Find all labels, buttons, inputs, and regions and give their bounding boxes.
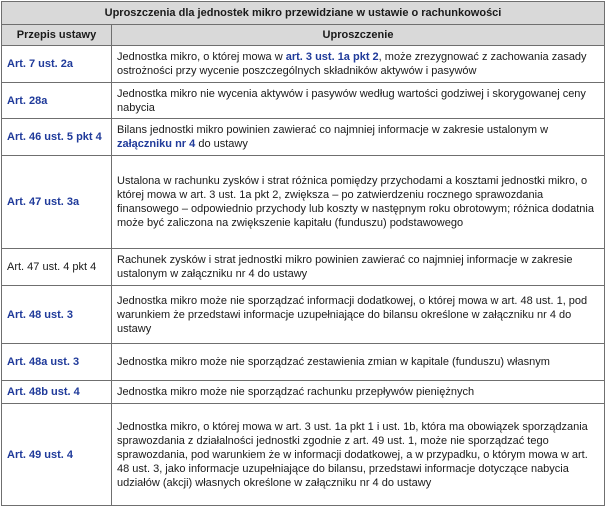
text-part: Jednostka mikro może nie sporządzać rachunku przepływów pieniężnych xyxy=(117,386,475,398)
annex-link[interactable]: załączniku nr 4 xyxy=(117,138,196,150)
simplification-text xyxy=(112,46,605,83)
text-part: Ustalona w rachunku zysków i strat różnica pomiędzy przychodami a kosztami jednostki mikro, o której mowa w art. 3 ust. 1a pkt 2, zwiększa – po zatwierdzeniu rocznego sprawozdania finansowego – odpowiednio przychody lub koszty w następnym roku obrotowym; różnica dodatnia może być zaliczona na zwiększenie kapitału (funduszu) podstawowego xyxy=(117,175,594,229)
article-link[interactable]: art. 3 ust. 1a pkt 2 xyxy=(285,51,379,63)
text-part: Rachunek zysków i strat jednostki mikro powinien zawierać co najmniej informacje w zakresie ustalonym w załączniku nr 4 do ustawy xyxy=(117,254,573,280)
simplification-text xyxy=(112,119,605,156)
table-row xyxy=(2,249,605,286)
text-part: Jednostka mikro, o której mowa w art. 3 ust. 1a pkt 1 i ust. 1b, która ma obowiązek sporządzania sprawozdania z działalności jednostki zgodnie z art. 49 ust. 1, może nie sporządzać tego sprawozdania, pod warunkiem że w informacji dodatkowej, a w przypadku, o którym mowa w art. 48 ust. 3, jako informacje uzupełniające do bilansu, przedstawi informacje dotyczące nabycia udziałów (akcji) własnych określone w załączniku nr 4 do ustawy xyxy=(117,420,588,489)
simplifications-table xyxy=(1,1,605,506)
simplification-text xyxy=(112,286,605,344)
provision-link[interactable]: Art. 48a ust. 3 xyxy=(2,344,112,381)
provision-link[interactable]: Art. 28a xyxy=(2,83,112,119)
simplification-text xyxy=(112,156,605,249)
table-row xyxy=(2,344,605,381)
table-row xyxy=(2,46,605,83)
table-title: Uproszczenia dla jednostek mikro przewidziane w ustawie o rachunkowości xyxy=(2,2,605,25)
provision-link[interactable]: Art. 47 ust. 3a xyxy=(2,156,112,249)
table-row xyxy=(2,156,605,249)
provision-link[interactable]: Art. 48 ust. 3 xyxy=(2,286,112,344)
provision-link[interactable]: Art. 48b ust. 4 xyxy=(2,381,112,404)
table-header-row xyxy=(2,25,605,46)
simplifications-table-container xyxy=(1,1,605,506)
text-part: Jednostka mikro, o której mowa w xyxy=(117,51,286,63)
text-part: Bilans jednostki mikro powinien zawierać co najmniej informacje w zakresie ustalonym w xyxy=(117,124,549,136)
provision-link[interactable]: Art. 7 ust. 2a xyxy=(2,46,112,83)
table-title-row xyxy=(2,2,605,25)
text-part: , może zrezygnować z zachowania zasady ostrożności przy wycenie poszczególnych składników aktywów i pasywów xyxy=(117,51,587,77)
table-row xyxy=(2,404,605,506)
table-row xyxy=(2,83,605,119)
table-row xyxy=(2,286,605,344)
table-row xyxy=(2,381,605,404)
text-part: Jednostka mikro nie wycenia aktywów i pasywów według wartości godziwej i skorygowanej ceny nabycia xyxy=(117,87,586,114)
text-part: Jednostka mikro może nie sporządzać zestawienia zmian w kapitale (funduszu) własnym xyxy=(117,356,550,368)
provision-label: Art. 47 ust. 4 pkt 4 xyxy=(2,249,112,286)
simplification-text xyxy=(112,381,605,404)
column-header-provision: Przepis ustawy xyxy=(2,25,112,46)
simplification-text xyxy=(112,344,605,381)
simplification-text xyxy=(112,249,605,286)
text-part: Jednostka mikro może nie sporządzać informacji dodatkowej, o której mowa w art. 48 ust. 1, pod warunkiem że przedstawi informacje uzupełniające do bilansu określone w załączniku nr 4 do ustawy xyxy=(117,294,588,335)
provision-link[interactable]: Art. 49 ust. 4 xyxy=(2,404,112,506)
simplification-text xyxy=(112,83,605,119)
column-header-simplification: Uproszczenie xyxy=(112,25,605,46)
table-row xyxy=(2,119,605,156)
text-part: do ustawy xyxy=(195,138,248,150)
provision-link[interactable]: Art. 46 ust. 5 pkt 4 xyxy=(2,119,112,156)
simplification-text xyxy=(112,404,605,506)
